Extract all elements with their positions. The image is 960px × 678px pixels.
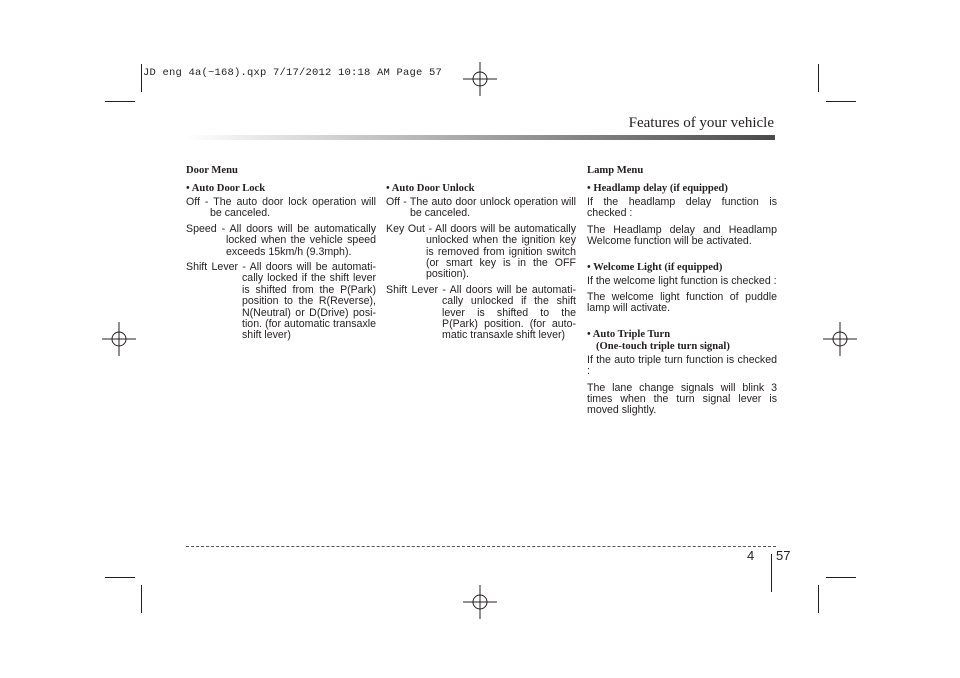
welcome-light-result: The welcome light function of puddle lamp will activate. <box>587 291 777 315</box>
column-door-lock <box>186 165 376 346</box>
headlamp-delay-result: The Headlamp delay and Headlamp Welcome function will be activated. <box>587 223 777 248</box>
unlock-shift-lever-item: Shift Lever - All doors will be automati-cally unlocked if the shift lever is shifted to the P(Park) position. (for auto-matic transaxle shift lever) <box>386 283 576 342</box>
lamp-menu-heading: Lamp Menu <box>587 165 644 176</box>
auto-triple-turn-result: The lane change signals will blink 3 times when the turn signal lever is moved slightly. <box>587 381 777 417</box>
page-number-separator <box>771 554 772 592</box>
auto-door-unlock-heading: • Auto Door Unlock <box>386 183 475 194</box>
lock-speed-item: Speed - All doors will be automatically locked when the vehicle speed exceeds 15km/h (9.3mph). <box>186 222 376 258</box>
chapter-number: 4 <box>747 548 755 563</box>
unlock-key-out-item: Key Out - All doors will be automatically unlocked when the ignition key is removed from ignition switch (or smart key is in the OFF position). <box>386 222 576 281</box>
headlamp-delay-condition: If the headlamp delay function is checked : <box>587 196 777 220</box>
lock-shift-lever-item: Shift Lever - All doors will be automati-cally locked if the shift lever is shifted from the P(Park) position to the R(Reverse), N(Neutral) or D(Drive) posi-tion. (for automatic transaxle shift lever) <box>186 261 376 342</box>
lock-off-item: Off - The auto door lock operation will be canceled. <box>186 196 376 220</box>
print-slug: JD eng 4a(~168).qxp 7/17/2012 10:18 AM Page 57 <box>143 67 443 79</box>
registration-mark-top <box>463 62 497 96</box>
header-rule <box>185 135 775 140</box>
footer-rule <box>186 546 776 547</box>
registration-mark-bottom <box>463 585 497 619</box>
page-number: 57 <box>776 548 791 563</box>
registration-mark-right <box>823 322 857 356</box>
auto-triple-turn-condition: If the auto triple turn function is checked : <box>587 353 777 378</box>
headlamp-delay-heading: • Headlamp delay (if equipped) <box>587 183 728 194</box>
welcome-light-condition: If the welcome light function is checked : <box>587 274 777 287</box>
registration-mark-left <box>102 322 136 356</box>
auto-triple-turn-heading: • Auto Triple Turn <box>587 328 671 340</box>
auto-door-lock-heading: • Auto Door Lock <box>186 183 266 194</box>
welcome-light-heading: • Welcome Light (if equipped) <box>587 261 723 273</box>
door-menu-heading: Door Menu <box>186 165 238 176</box>
unlock-off-item: Off - The auto door unlock operation will be canceled. <box>386 196 576 220</box>
section-title: Features of your vehicle <box>628 115 774 131</box>
column-door-unlock <box>386 165 576 346</box>
auto-triple-turn-subheading: (One-touch triple turn signal) <box>596 340 730 352</box>
column-lamp-menu <box>587 165 777 422</box>
